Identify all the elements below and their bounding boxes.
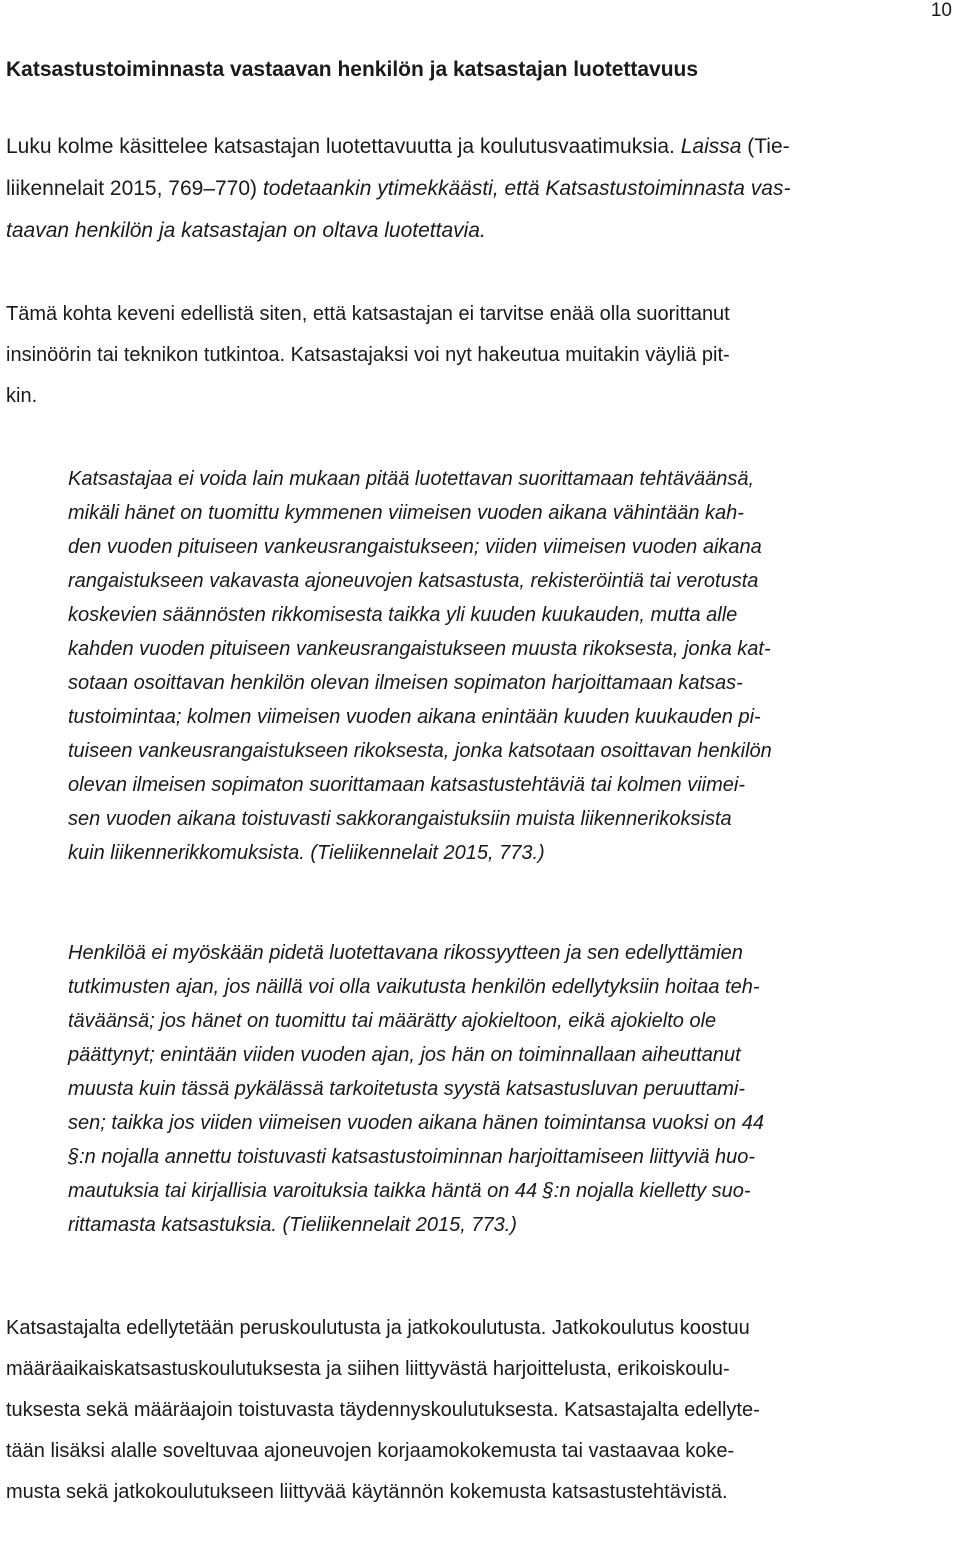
quote-line: päättynyt; enintään viiden vuoden ajan, jos hän on toiminnallaan aiheuttanut bbox=[68, 1044, 741, 1066]
page-number: 10 bbox=[930, 0, 952, 21]
quote-line: §:n nojalla annettu toistuvasti katsastustoiminnan harjoittamiseen liittyviä huo- bbox=[68, 1146, 756, 1168]
quote-line: olevan ilmeisen sopimaton suorittamaan katsastustehtäviä tai kolmen viimei- bbox=[68, 774, 745, 796]
section-heading: Katsastustoiminnasta vastaavan henkilön ja katsastajan luotettavuus bbox=[6, 58, 699, 81]
quote-line: koskevien säännösten rikkomisesta taikka yli kuuden kuukauden, mutta alle bbox=[68, 604, 738, 626]
quote-line: Henkilöä ei myöskään pidetä luotettavana rikossyytteen ja sen edellyttämien bbox=[68, 942, 743, 964]
text-line: insinöörin tai teknikon tutkintoa. Katsastajaksi voi nyt hakeutua muitakin väyliä pit- bbox=[6, 344, 730, 366]
quote-line: kahden vuoden pituiseen vankeusrangaistukseen muusta rikoksesta, jonka kat- bbox=[68, 638, 771, 660]
text-span: liikennelait 2015, 769–770) bbox=[6, 177, 263, 200]
quote-line: sotaan osoittavan henkilön olevan ilmeisen sopimaton harjoittamaan katsas- bbox=[68, 672, 743, 694]
quote-line: tuiseen vankeusrangaistukseen rikoksesta, jonka katsotaan osoittavan henkilön bbox=[68, 740, 772, 762]
quote-line: Katsastajaa ei voida lain mukaan pitää luotettavan suorittamaan tehtäväänsä, bbox=[68, 468, 754, 490]
text-line: musta sekä jatkokoulutukseen liittyvää käytännön kokemusta katsastustehtävistä. bbox=[6, 1481, 728, 1503]
paragraph-change bbox=[6, 294, 730, 417]
text-span-italic: Laissa bbox=[680, 135, 742, 158]
text-line: taavan henkilön ja katsastajan on oltava luotettavia. bbox=[6, 219, 486, 242]
paragraph-intro bbox=[6, 126, 790, 252]
quote-line: mautuksia tai kirjallisia varoituksia taikka häntä on 44 §:n nojalla kielletty suo- bbox=[68, 1180, 751, 1202]
quote-line: täväänsä; jos hänet on tuomittu tai määrätty ajokieltoon, eikä ajokielto ole bbox=[68, 1010, 717, 1032]
text-span-italic: todetaankin ytimekkäästi, että Katsastustoiminnasta vas- bbox=[262, 177, 791, 200]
quote-line: rangaistukseen vakavasta ajoneuvojen katsastusta, rekisteröintiä tai verotusta bbox=[68, 570, 759, 592]
text-line: tuksesta sekä määräajoin toistuvasta täydennyskoulutuksesta. Katsastajalta edellyte- bbox=[6, 1399, 760, 1421]
text-line bbox=[6, 168, 790, 210]
text-line: Katsastajalta edellytetään peruskoulutusta ja jatkokoulutusta. Jatkokoulutus koostuu bbox=[6, 1317, 750, 1339]
text-line bbox=[6, 126, 790, 168]
quote-line: den vuoden pituiseen vankeusrangaistukseen; viiden viimeisen vuoden aikana bbox=[68, 536, 762, 558]
paragraph-training bbox=[6, 1308, 760, 1513]
quote-line: kuin liikennerikkomuksista. (Tieliikennelait 2015, 773.) bbox=[68, 842, 545, 864]
quote-line: mikäli hänet on tuomittu kymmenen viimeisen vuoden aikana vähintään kah- bbox=[68, 502, 744, 524]
quote-line: tustoimintaa; kolmen viimeisen vuoden aikana enintään kuuden kuukauden pi- bbox=[68, 706, 761, 728]
quote-line: tutkimusten ajan, jos näillä voi olla vaikutusta henkilön edellytyksiin hoitaa teh- bbox=[68, 976, 760, 998]
text-line: Tämä kohta keveni edellistä siten, että katsastajan ei tarvitse enää olla suorittanut bbox=[6, 303, 730, 325]
text-line: kin. bbox=[6, 385, 38, 407]
quote-line: sen; taikka jos viiden viimeisen vuoden aikana hänen toimintansa vuoksi on 44 bbox=[68, 1112, 764, 1134]
quote-line: rittamasta katsastuksia. (Tieliikennelait 2015, 773.) bbox=[68, 1214, 517, 1236]
text-span: Luku kolme käsittelee katsastajan luotettavuutta ja koulutusvaatimuksia. bbox=[6, 135, 681, 158]
block-quote-2 bbox=[68, 936, 764, 1242]
text-line: määräaikaiskatsastuskoulutuksesta ja siihen liittyvästä harjoittelusta, erikoiskoulu- bbox=[6, 1358, 730, 1380]
text-span: (Tie- bbox=[741, 135, 790, 158]
quote-line: muusta kuin tässä pykälässä tarkoitetusta syystä katsastusluvan peruuttami- bbox=[68, 1078, 745, 1100]
quote-line: sen vuoden aikana toistuvasti sakkorangaistuksiin muista liikennerikoksista bbox=[68, 808, 732, 830]
block-quote-1 bbox=[68, 462, 772, 870]
text-line: tään lisäksi alalle soveltuvaa ajoneuvojen korjaamokokemusta tai vastaavaa koke- bbox=[6, 1440, 735, 1462]
